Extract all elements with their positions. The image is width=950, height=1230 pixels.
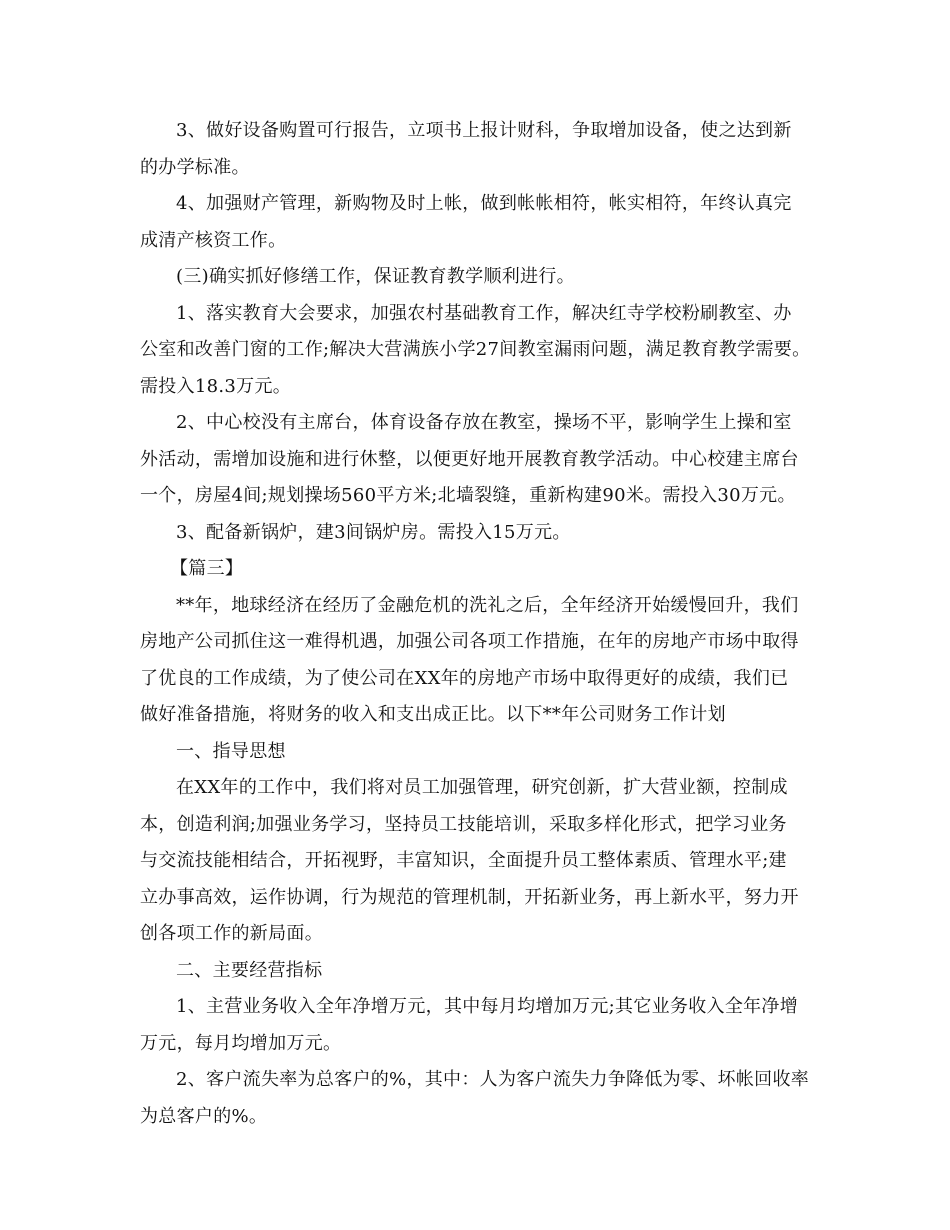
- paragraph-line: 4、加强财产管理，新购物及时上帐，做到帐帐相符，帐实相符，年终认真完: [176, 193, 792, 214]
- paragraph-line: **年，地球经济在经历了金融危机的洗礼之后，全年经济开始缓慢回升，我们: [176, 594, 799, 616]
- paragraph-line: 3、配备新锅炉，建3间锅炉房。需投入15万元。: [176, 521, 571, 543]
- paragraph-line: 在XX年的工作中，我们将对员工加强管理，研究创新，扩大营业额，控制成: [176, 777, 788, 798]
- paragraph-line: 一个，房屋4间;规划操场560平方米;北墙裂缝，重新构建90米。需投入30万元。: [140, 485, 796, 506]
- chapter-heading: 【篇三】: [170, 558, 244, 579]
- paragraph-line: 2、客户流失率为总客户的%，其中：人为客户流失力争降低为零、坏帐回收率: [176, 1069, 810, 1090]
- paragraph-line: 3、做好设备购置可行报告，立项书上报计财科，争取增加设备，使之达到新: [176, 120, 792, 141]
- paragraph-line: 了优良的工作成绩，为了使公司在XX年的房地产市场中取得更好的成绩，我们已: [140, 667, 789, 689]
- paragraph-line: 房地产公司抓住这一难得机遇，加强公司各项工作措施，在年的房地产市场中取得: [140, 631, 799, 652]
- paragraph-line: 本，创造利润;加强业务学习，坚持员工技能培训，采取多样化形式，把学习业务: [140, 813, 787, 835]
- paragraph-line: 外活动，需增加设施和进行休整，以便更好地开展教育教学活动。中心校建主席台: [140, 448, 799, 470]
- paragraph-line: 做好准备措施，将财务的收入和支出成正比。以下**年公司财务工作计划: [140, 704, 726, 725]
- section-heading: 二、主要经营指标: [176, 959, 323, 981]
- paragraph-line: 1、落实教育大会要求，加强农村基础教育工作，解决红寺学校粉刷教室、办: [176, 302, 792, 324]
- paragraph-line: 2、中心校没有主席台，体育设备存放在教室，操场不平，影响学生上操和室: [176, 412, 792, 433]
- section-heading: (三)确实抓好修缮工作，保证教育教学顺利进行。: [176, 266, 575, 287]
- document-body: [140, 113, 812, 1135]
- paragraph-line: 万元，每月均增加万元。: [140, 1032, 342, 1054]
- paragraph-line: 立办事高效，运作协调，行为规范的管理机制，开拓新业务，再上新水平，努力开: [140, 886, 799, 908]
- paragraph-line: 与交流技能相结合，开拓视野，丰富知识，全面提升员工整体素质、管理水平;建: [140, 850, 787, 871]
- paragraph-line: 公室和改善门窗的工作;解决大营满族小学27间教室漏雨问题，满足教育教学需要。: [140, 339, 811, 360]
- paragraph-line: 创各项工作的新局面。: [140, 923, 323, 944]
- section-heading: 一、指导思想: [176, 740, 286, 762]
- paragraph-line: 1、主营业务收入全年净增万元，其中每月均增加万元;其它业务收入全年净增: [176, 996, 799, 1017]
- paragraph-line: 为总客户的%。: [140, 1105, 268, 1127]
- paragraph-line: 的办学标准。: [140, 156, 250, 178]
- paragraph-line: 需投入18.3万元。: [140, 375, 292, 397]
- paragraph-line: 成清产核资工作。: [140, 229, 287, 251]
